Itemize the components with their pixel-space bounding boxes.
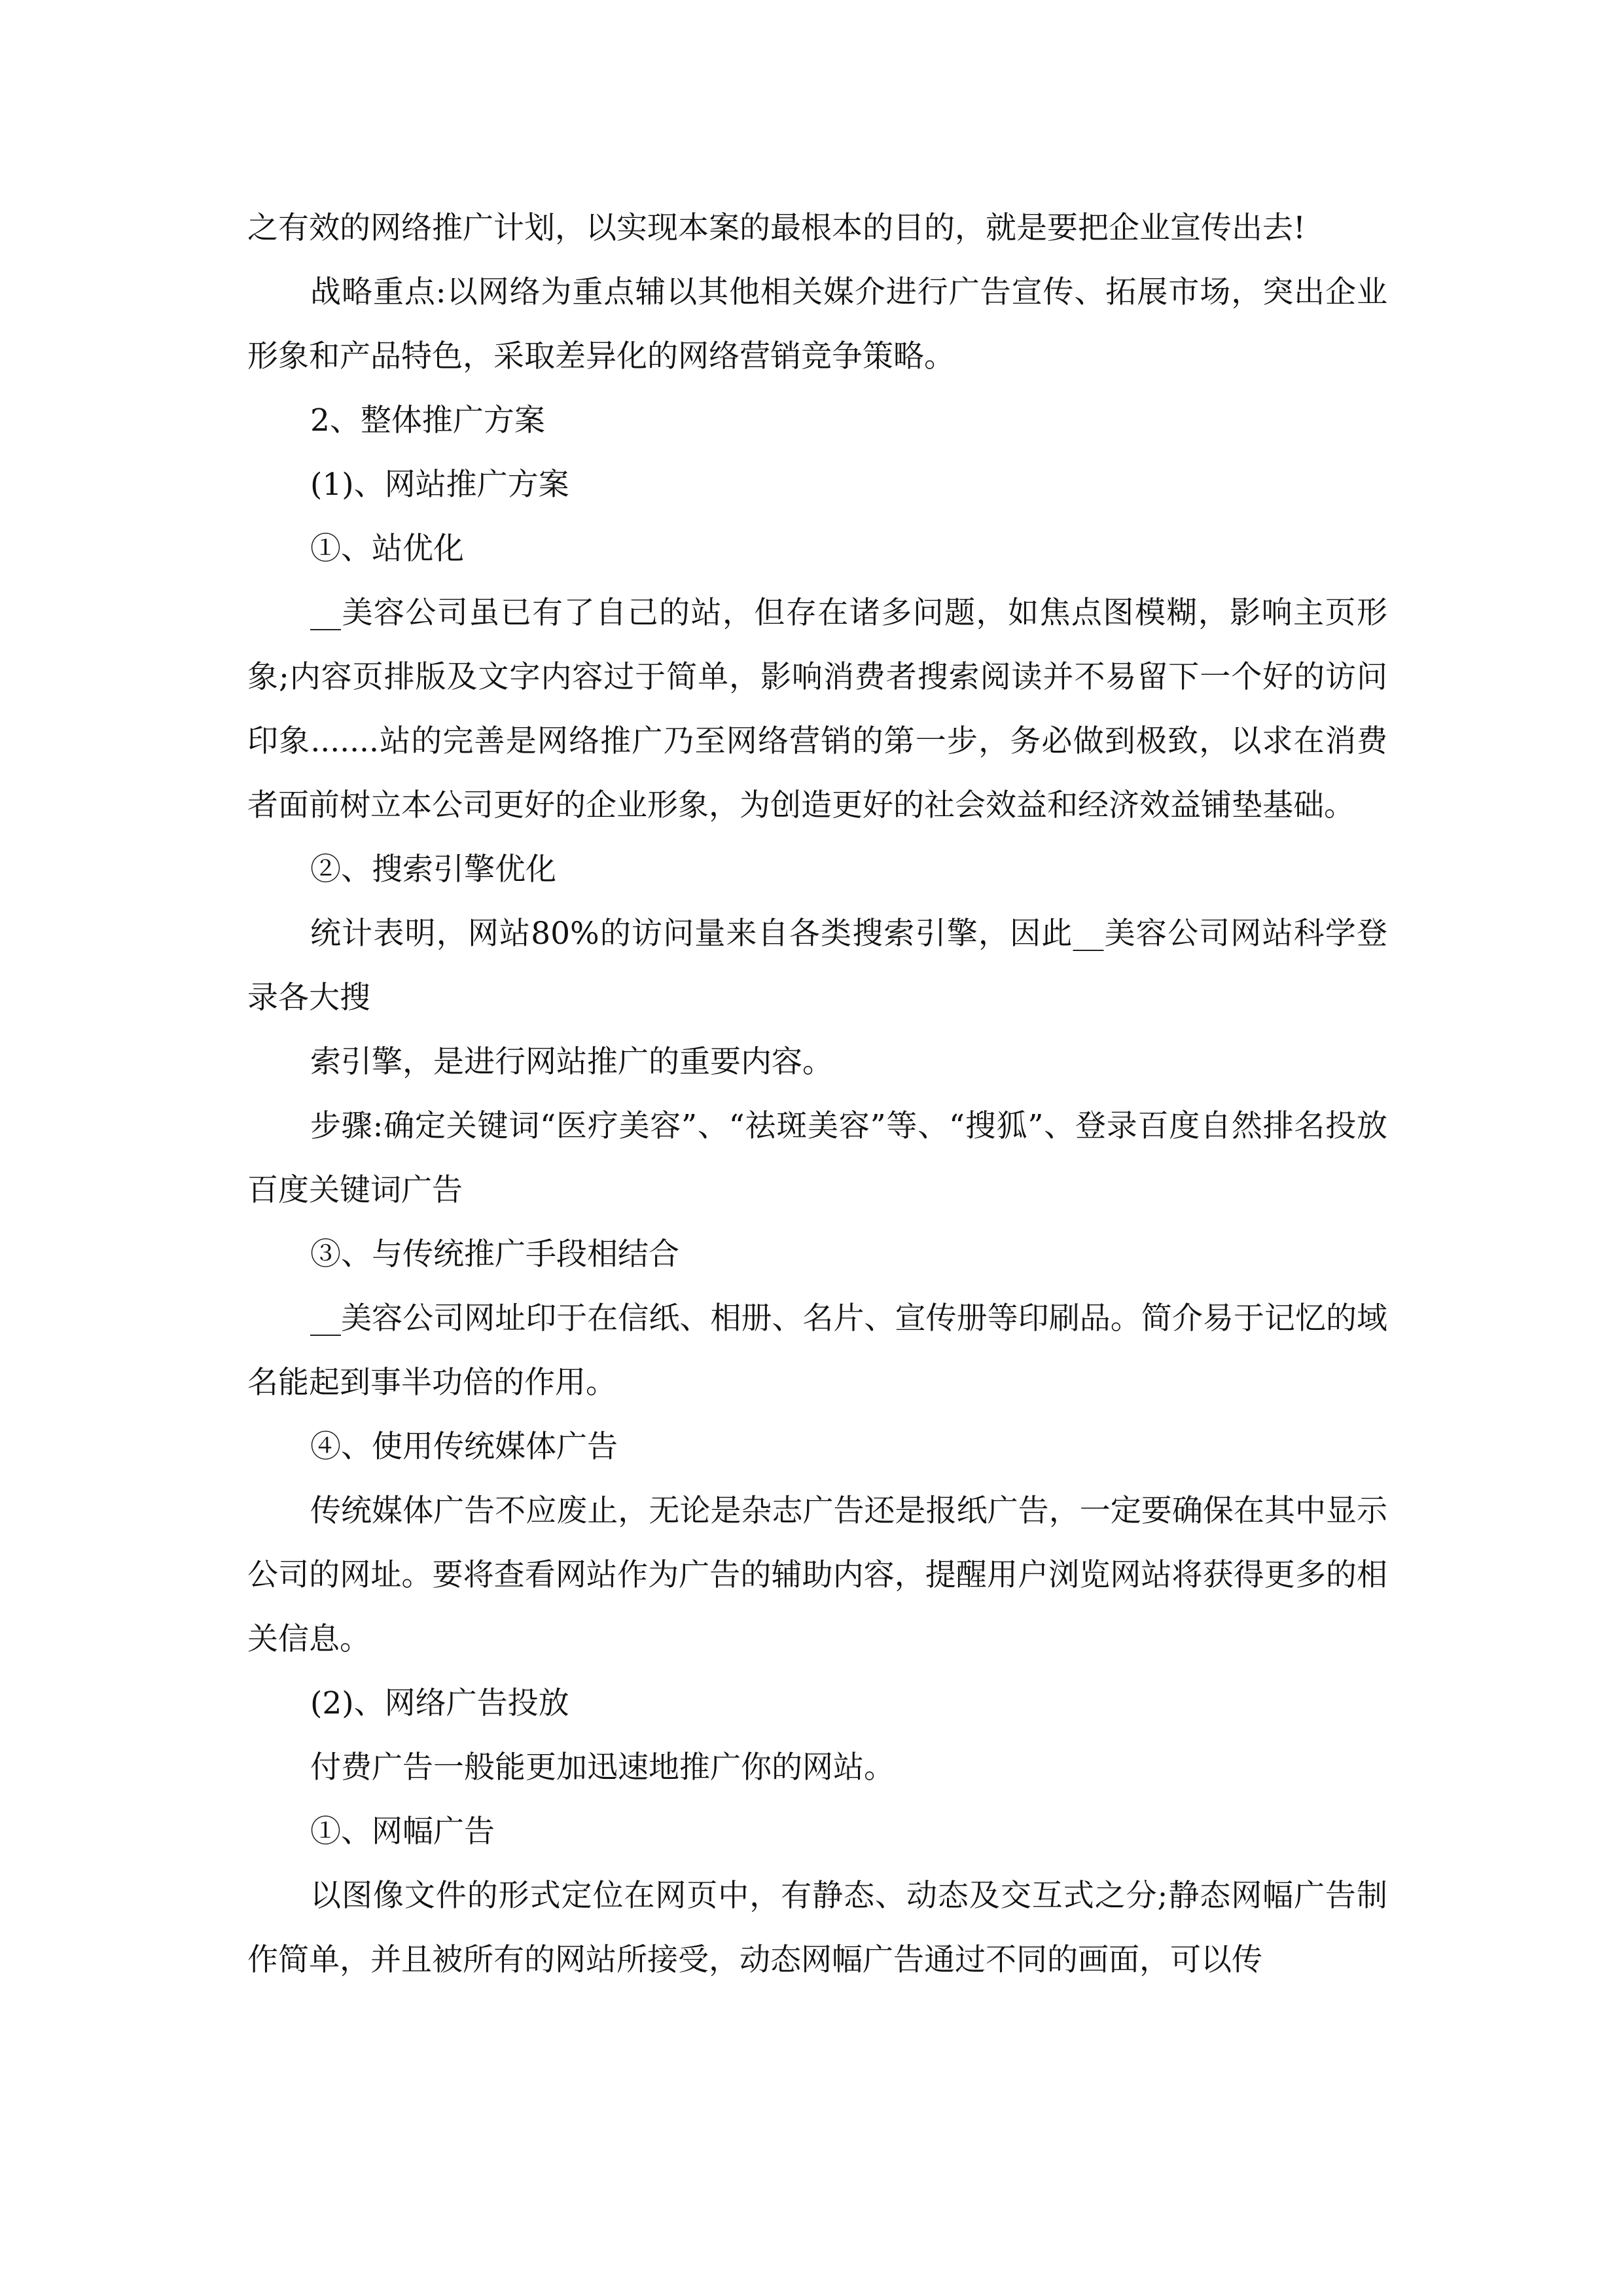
document-body bbox=[247, 196, 1387, 1992]
paragraph-banner-ads: 以图像文件的形式定位在网页中，有静态、动态及交互式之分;静态网幅广告制作简单，并且被所有的网站所接受，动态网幅广告通过不同的画面，可以传 bbox=[247, 1878, 1387, 1978]
heading-banner-ads: ①、网幅广告 bbox=[310, 1814, 495, 1850]
heading-traditional-combination: ③、与传统推广手段相结合 bbox=[310, 1236, 679, 1272]
heading-seo: ②、搜索引擎优化 bbox=[310, 852, 556, 888]
paragraph-continuation: 之有效的网络推广计划，以实现本案的最根本的目的，就是要把企业宣传出去! bbox=[247, 210, 1306, 246]
heading-website-promotion: (1)、网站推广方案 bbox=[310, 467, 569, 503]
paragraph-paid-ads: 付费广告一般能更加迅速地推广你的网站。 bbox=[310, 1749, 895, 1785]
heading-traditional-media: ④、使用传统媒体广告 bbox=[310, 1429, 618, 1465]
heading-overall-plan: 2、整体推广方案 bbox=[310, 403, 545, 439]
paragraph-strategy-focus: 战略重点:以网络为重点辅以其他相关媒介进行广告宣传、拓展市场，突出企业形象和产品特色，采取差异化的网络营销竞争策略。 bbox=[247, 274, 1387, 374]
paragraph-seo-importance: 索引擎，是进行网站推广的重要内容。 bbox=[310, 1044, 833, 1080]
paragraph-traditional-media: 传统媒体广告不应废止，无论是杂志广告还是报纸广告，一定要确保在其中显示公司的网址。要将查看网站作为广告的辅助内容，提醒用户浏览网站将获得更多的相关信息。 bbox=[247, 1493, 1387, 1657]
paragraph-site-optimization: __美容公司虽已有了自己的站，但存在诸多问题，如焦点图模糊，影响主页形象;内容页排版及文字内容过于简单，影响消费者搜索阅读并不易留下一个好的访问印象.......站的完善是网络推广乃至网络营销的第一步，务必做到极致，以求在消费者面前树立本公司更好的企业形象，为创造更好的社会效益和经济效益铺垫基础。 bbox=[247, 595, 1387, 823]
paragraph-seo-stats: 统计表明，网站80%的访问量来自各类搜索引擎，因此__美容公司网站科学登录各大搜 bbox=[247, 916, 1387, 1016]
paragraph-seo-steps: 步骤:确定关键词“医疗美容”、“祛斑美容”等、“搜狐”、登录百度自然排名投放百度关键词广告 bbox=[247, 1108, 1387, 1208]
heading-site-optimization: ①、站优化 bbox=[310, 531, 464, 567]
paragraph-traditional-combination: __美容公司网址印于在信纸、相册、名片、宣传册等印刷品。简介易于记忆的域名能起到事半功倍的作用。 bbox=[247, 1300, 1387, 1401]
heading-online-ads: (2)、网络广告投放 bbox=[310, 1685, 569, 1721]
